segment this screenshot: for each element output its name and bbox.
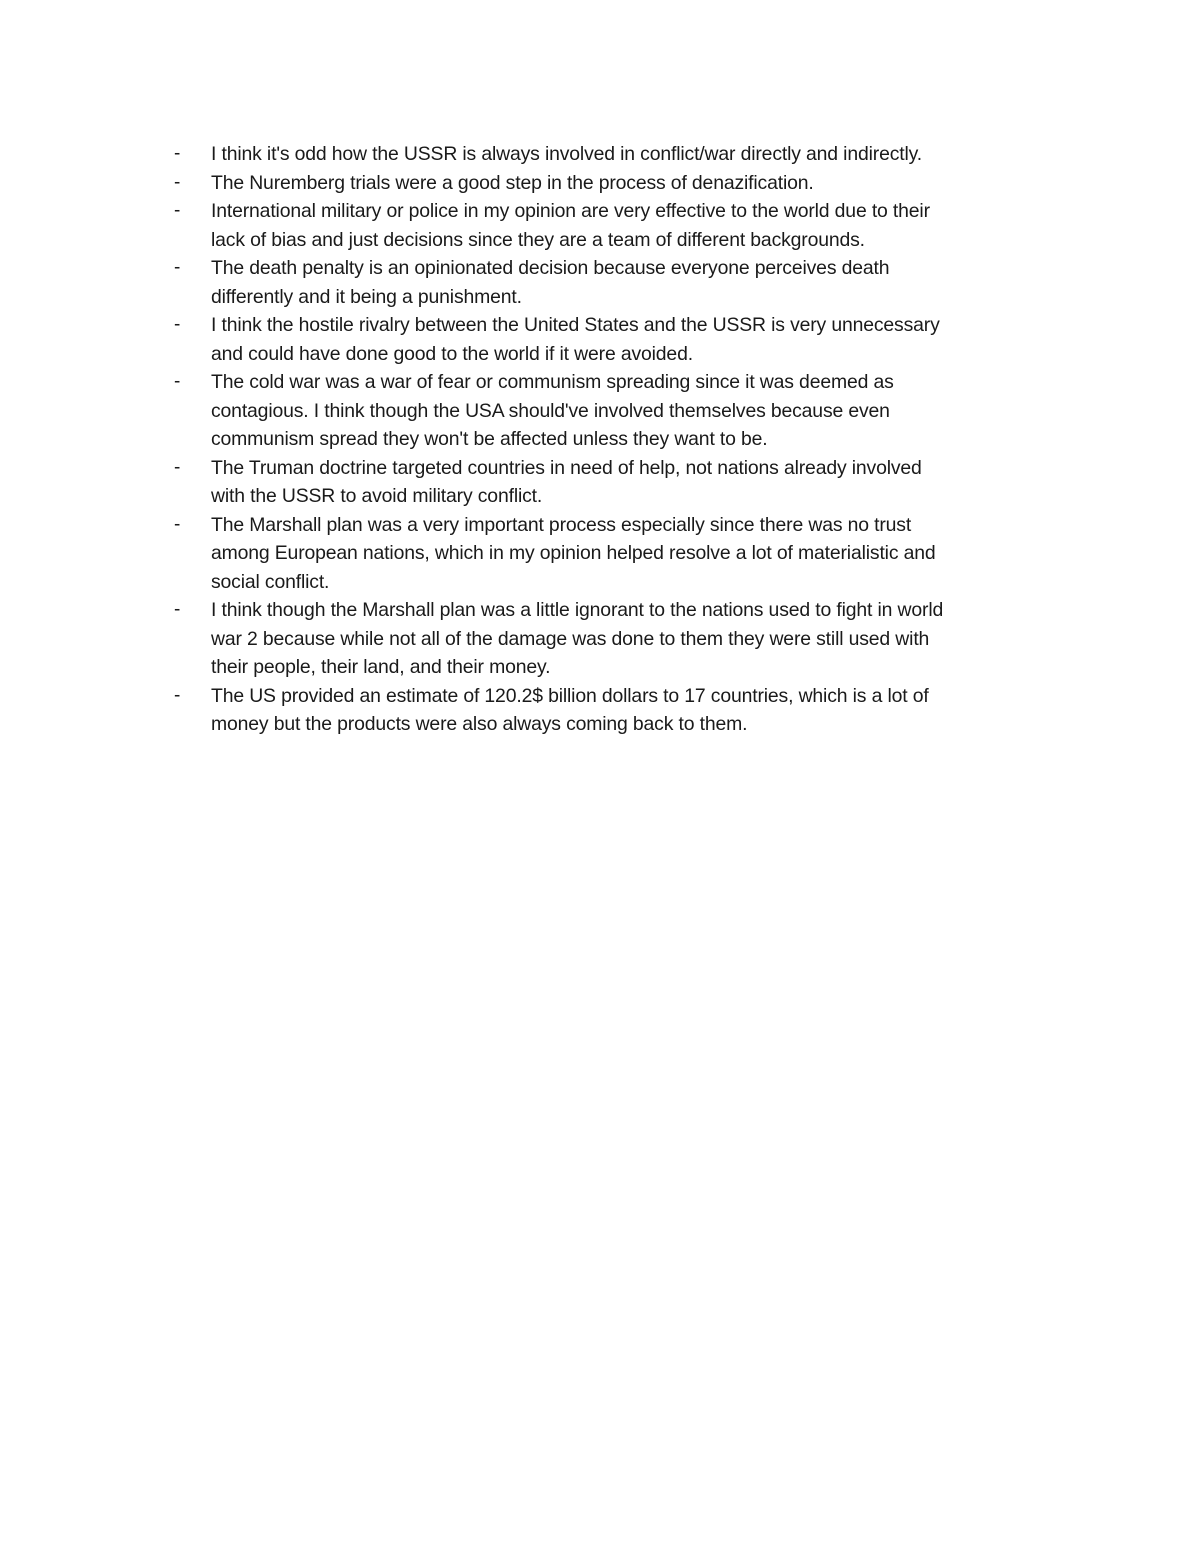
list-item-text: The Truman doctrine targeted countries in need of help, not nations already involved — [211, 456, 922, 479]
list-item-text: differently and it being a punishment. — [211, 285, 522, 308]
list-item-text: with the USSR to avoid military conflict. — [211, 485, 543, 507]
list-item-text: communism spread they won't be affected unless they want to be. — [211, 428, 768, 450]
list-item-text: I think it's odd how the USSR is always involved in conflict/war directly and indirectly. — [211, 143, 922, 165]
list-item — [172, 682, 943, 739]
dash-bullet: - — [174, 171, 181, 193]
dash-bullet: - — [174, 371, 181, 392]
list-item-text: war 2 because while not all of the damage was done to them they were still used with — [211, 627, 930, 650]
list-item — [172, 254, 943, 311]
list-item-text: International military or police in my opinion are very effective to the world due to their — [211, 200, 930, 222]
list-item-text: The Nuremberg trials were a good step in the process of denazification. — [211, 171, 814, 194]
dash-bullet: - — [174, 314, 181, 335]
dash-bullet: - — [174, 513, 181, 535]
list-item-text: and could have done good to the world if it were avoided. — [211, 342, 693, 365]
list-item-text: contagious. I think though the USA should've involved themselves because even — [211, 399, 890, 422]
list-item-text: The US provided an estimate of 120.2$ billion dollars to 17 countries, which is a lot of — [211, 684, 929, 707]
list-item-text: their people, their land, and their money. — [211, 656, 551, 678]
list-item-text: lack of bias and just decisions since they are a team of different backgrounds. — [211, 228, 865, 251]
dash-bullet: - — [174, 456, 181, 478]
list-item-text: The death penalty is an opinionated decision because everyone perceives death — [211, 257, 890, 279]
dash-bullet: - — [174, 143, 181, 164]
list-item — [172, 140, 943, 169]
list-item-text: The Marshall plan was a very important process especially since there was no trust — [211, 513, 912, 536]
list-item — [172, 596, 943, 682]
bullet-list — [172, 140, 943, 739]
list-item-text: social conflict. — [211, 570, 330, 593]
list-item — [172, 511, 943, 597]
list-item — [172, 454, 943, 511]
list-item-text: I think the hostile rivalry between the United States and the USSR is very unnecessary — [211, 314, 940, 336]
dash-bullet: - — [174, 200, 181, 221]
list-item-text: among European nations, which in my opinion helped resolve a lot of materialistic and — [211, 542, 936, 564]
list-item-text: I think though the Marshall plan was a little ignorant to the nations used to fight in world — [211, 599, 944, 621]
dash-bullet: - — [174, 599, 181, 620]
list-item — [172, 169, 943, 198]
list-item — [172, 311, 943, 368]
list-item — [172, 368, 943, 454]
list-item — [172, 197, 943, 254]
list-item-text: money but the products were also always coming back to them. — [211, 713, 748, 735]
dash-bullet: - — [174, 257, 181, 278]
dash-bullet: - — [174, 684, 181, 706]
list-item-text: The cold war was a war of fear or communism spreading since it was deemed as — [211, 371, 894, 393]
